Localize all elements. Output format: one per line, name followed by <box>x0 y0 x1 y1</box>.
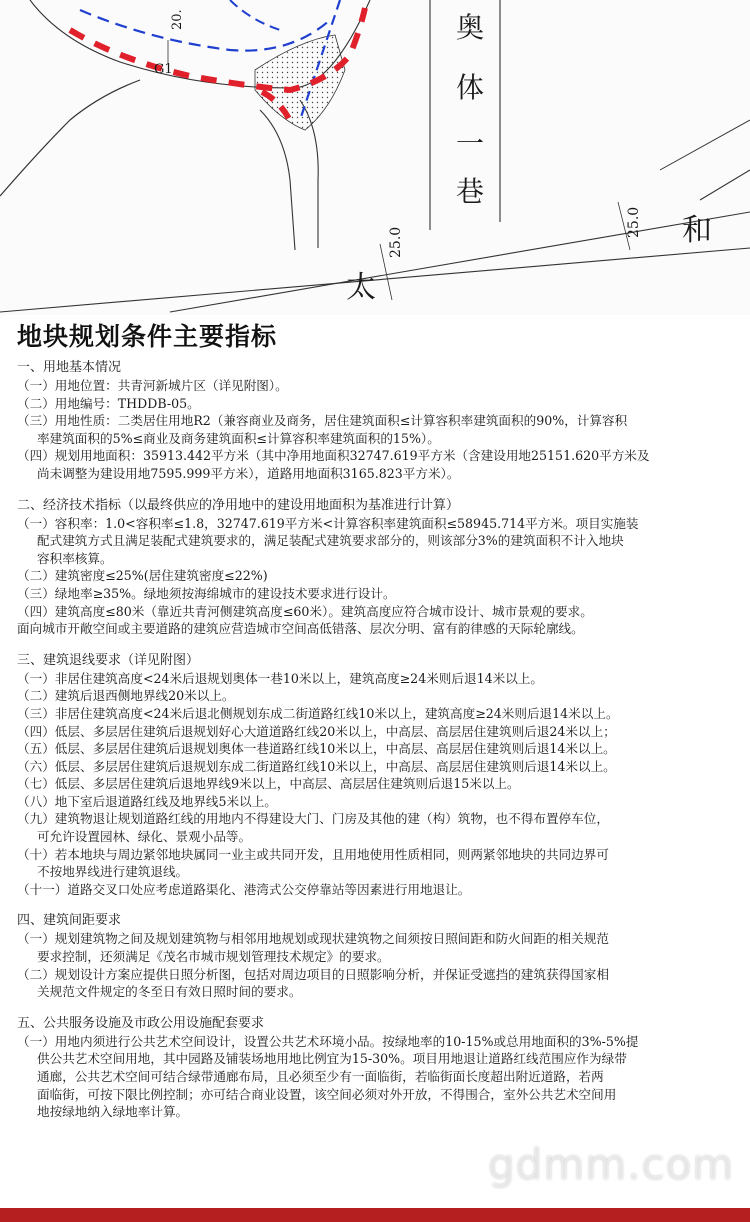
planning-line-1 <box>80 10 330 51</box>
road-edge-6 <box>170 212 750 312</box>
label-aoti-2: 体 <box>456 71 485 104</box>
label-aoti-3: 一 <box>456 127 485 160</box>
clause-line: （五）低层、多层居住建筑后退规划奥体一巷道路红线10米以上，中高层、高层居住建筑则后退14米以上。 <box>17 741 616 757</box>
clause-item <box>17 793 736 811</box>
clause-line: （一）规划建筑物之间及规划建筑物与相邻用地规划或现状建筑物之间须按日照间距和防火间距的相关规范 <box>17 931 609 947</box>
clause-line: （七）低层、多层居住建筑后退地界线9米以上，中高层、高层居住建筑则后退15米以上。 <box>17 776 520 792</box>
clause-item <box>17 567 736 585</box>
point-label-g1: G1 <box>154 62 173 77</box>
bottom-bar <box>0 1208 750 1222</box>
clause-item <box>17 966 736 1001</box>
clause-line: （一）用地内须进行公共艺术空间设计，设置公共艺术环境小品。按绿地率的10-15%或总用地面积的3%-5%提 <box>17 1033 639 1049</box>
section-1 <box>17 358 736 483</box>
clause-item <box>17 585 736 603</box>
clause-item <box>17 687 736 705</box>
clause-line: （四）建筑高度≤80米（靠近共青河侧建筑高度≤60米）。建筑高度应符合城市设计、城市景观的要求。 <box>17 603 593 619</box>
section-gap <box>17 483 736 496</box>
clause-line: 可允许设置园林、绿化、景观小品等。 <box>37 829 252 845</box>
clause-line: （二）建筑密度≤25%(居住建筑密度≤22%) <box>17 568 268 584</box>
clause-item <box>17 810 736 845</box>
document-title: 地块规划条件主要指标 <box>17 322 278 351</box>
sections-container <box>17 358 736 1121</box>
clause-line: （九）建筑物退让规划道路红线的用地内不得建设大门、门房及其他的建（构）筑物，也不得布置停车位， <box>17 811 609 827</box>
clause-line: 地按绿地纳入绿地率计算。 <box>37 1104 189 1120</box>
clause-line: （四）规划用地面积：35913.442平方米（其中净用地面积32747.619平方米（含建设用地25151.620平方米及 <box>17 448 650 464</box>
clause-line: （三）非居住建筑高度<24米后退北侧规划东成二街道路红线10米以上，建筑高度≥24米则后退14米以上。 <box>17 705 619 721</box>
clause-line: （十一）道路交叉口处应考虑道路渠化、港湾式公交停靠站等因素进行用地退让。 <box>17 881 471 897</box>
clause-line: 不按地界线进行建筑退线。 <box>37 864 189 880</box>
section-heading: 四、建筑间距要求 <box>17 913 122 929</box>
clause-item <box>17 412 736 447</box>
clause-item <box>17 395 736 413</box>
section-3 <box>17 651 736 899</box>
clause-item <box>17 620 736 638</box>
clause-line: （六）低层、多层居住建筑后退规划东成二街道路红线10米以上，中高层、高层居住建筑则后退14米以上。 <box>17 758 616 774</box>
section-5 <box>17 1014 736 1121</box>
label-aoti-4: 巷 <box>456 175 485 208</box>
clause-item <box>17 515 736 568</box>
label-taihe-2: 和 <box>682 213 712 248</box>
clause-item <box>17 705 736 723</box>
clause-item <box>17 775 736 793</box>
road-edge-9 <box>700 170 750 200</box>
section-gap <box>17 638 736 651</box>
label-taihe-1: 太 <box>346 270 376 305</box>
road-edge-1 <box>0 80 140 196</box>
road-edge-10 <box>660 120 750 170</box>
clause-line: （十）若本地块与周边紧邻地块属同一业主或共同开发，且用地使用性质相同，则两紧邻地块的共同边界可 <box>17 846 609 862</box>
clause-line: （四）低层、多层居住建筑后退规划好心大道道路红线20米以上，中高层、高层居住建筑则后退24米以上； <box>17 723 616 739</box>
clause-item <box>17 377 736 395</box>
clause-line: 面向城市开敞空间或主要道路的建筑应营造城市空间高低错落、层次分明、富有韵律感的天际轮廓线。 <box>17 621 584 637</box>
clause-item <box>17 723 736 741</box>
width-label-3: 20. <box>170 9 185 30</box>
clause-line: 配式建筑方式且满足装配式建筑要求的，满足装配式建筑要求部分的，则该部分3%的建筑面积不计入地块 <box>37 533 624 549</box>
clause-line: 要求控制，还须满足《茂名市城市规划管理技术规定》的要求。 <box>37 949 390 965</box>
clause-line: （三）用地性质：二类居住用地R2（兼容商业及商务，居住建筑面积≤计算容积率建筑面积的90%，计算容积 <box>17 413 628 429</box>
clause-item <box>17 930 736 965</box>
clause-item <box>17 881 736 899</box>
planning-document <box>0 315 750 1205</box>
clause-line: 关规范文件规定的冬至日有效日照时间的要求。 <box>37 984 302 1000</box>
road-edge-3 <box>260 110 295 250</box>
clause-line: 尚未调整为建设用地7595.999平方米），道路用地面积3165.823平方米）。 <box>37 465 460 481</box>
clause-item <box>17 447 736 482</box>
section-heading: 二、经济技术指标（以最终供应的净用地中的建设用地面积为基准进行计算） <box>17 497 460 513</box>
clause-line: 通廊，公共艺术空间可结合绿带通廊布局，且必须至少有一面临街，若临街面长度超出附近道路，若两 <box>37 1069 604 1084</box>
clause-item <box>17 603 736 621</box>
clause-line: 面临街，可按下限比例控制；亦可结合商业设置，该空间必须对外开放，不得围合，室外公共艺术空间用 <box>37 1086 617 1102</box>
label-aoti-1: 奥 <box>456 11 485 44</box>
clause-line: （一）容积率：1.0<容积率≤1.8，32747.619平方米<计算容积率建筑面积≤58945.714平方米。项目实施装 <box>17 515 639 531</box>
section-heading: 一、用地基本情况 <box>17 360 122 375</box>
section-2 <box>17 496 736 638</box>
clause-line: （二）建筑后退西侧地界线20米以上。 <box>17 688 235 704</box>
clause-line: （三）绿地率≥35%。绿地须按海绵城市的建设技术要求进行设计。 <box>17 585 396 601</box>
clause-line: （八）地下室后退道路红线及地界线5米以上。 <box>17 793 277 809</box>
section-gap <box>17 898 736 911</box>
clause-line: （二）规划设计方案应提供日照分析图，包括对周边项目的日照影响分析，并保证受遮挡的建筑获得国家相 <box>17 966 609 982</box>
clause-item <box>17 846 736 881</box>
clause-item <box>17 740 736 758</box>
width-label-1: 25.0 <box>388 226 404 258</box>
clause-item <box>17 670 736 688</box>
clause-line: 率建筑面积的5%≤商业及商务建筑面积≤计算容积率建筑面积的15%）。 <box>37 430 440 446</box>
planning-line-3 <box>230 0 280 30</box>
site-map <box>0 0 750 315</box>
clause-line: （一）非居住建筑高度<24米后退规划奥体一巷10米以上，建筑高度≥24米则后退14米以上。 <box>17 670 543 686</box>
clause-item <box>17 758 736 776</box>
clause-item <box>17 1033 736 1121</box>
clause-line: 供公共艺术空间用地，其中园路及铺装场地用地比例宜为15-30%。项目用地退让道路红线范围应作为绿带 <box>37 1051 627 1067</box>
clause-line: （二）用地编号：THDDB-05。 <box>17 395 200 411</box>
watermark: gdmm.com <box>488 1140 735 1189</box>
clause-line: （一）用地位置：共青河新城片区（详见附图）。 <box>17 378 288 393</box>
section-4 <box>17 911 736 1000</box>
section-heading: 三、建筑退线要求（详见附图） <box>17 652 200 668</box>
clause-line: 容积率核算。 <box>37 550 113 566</box>
width-label-2: 25.0 <box>626 206 642 238</box>
section-heading: 五、公共服务设施及市政公用设施配套要求 <box>17 1015 265 1031</box>
section-gap <box>17 1001 736 1014</box>
